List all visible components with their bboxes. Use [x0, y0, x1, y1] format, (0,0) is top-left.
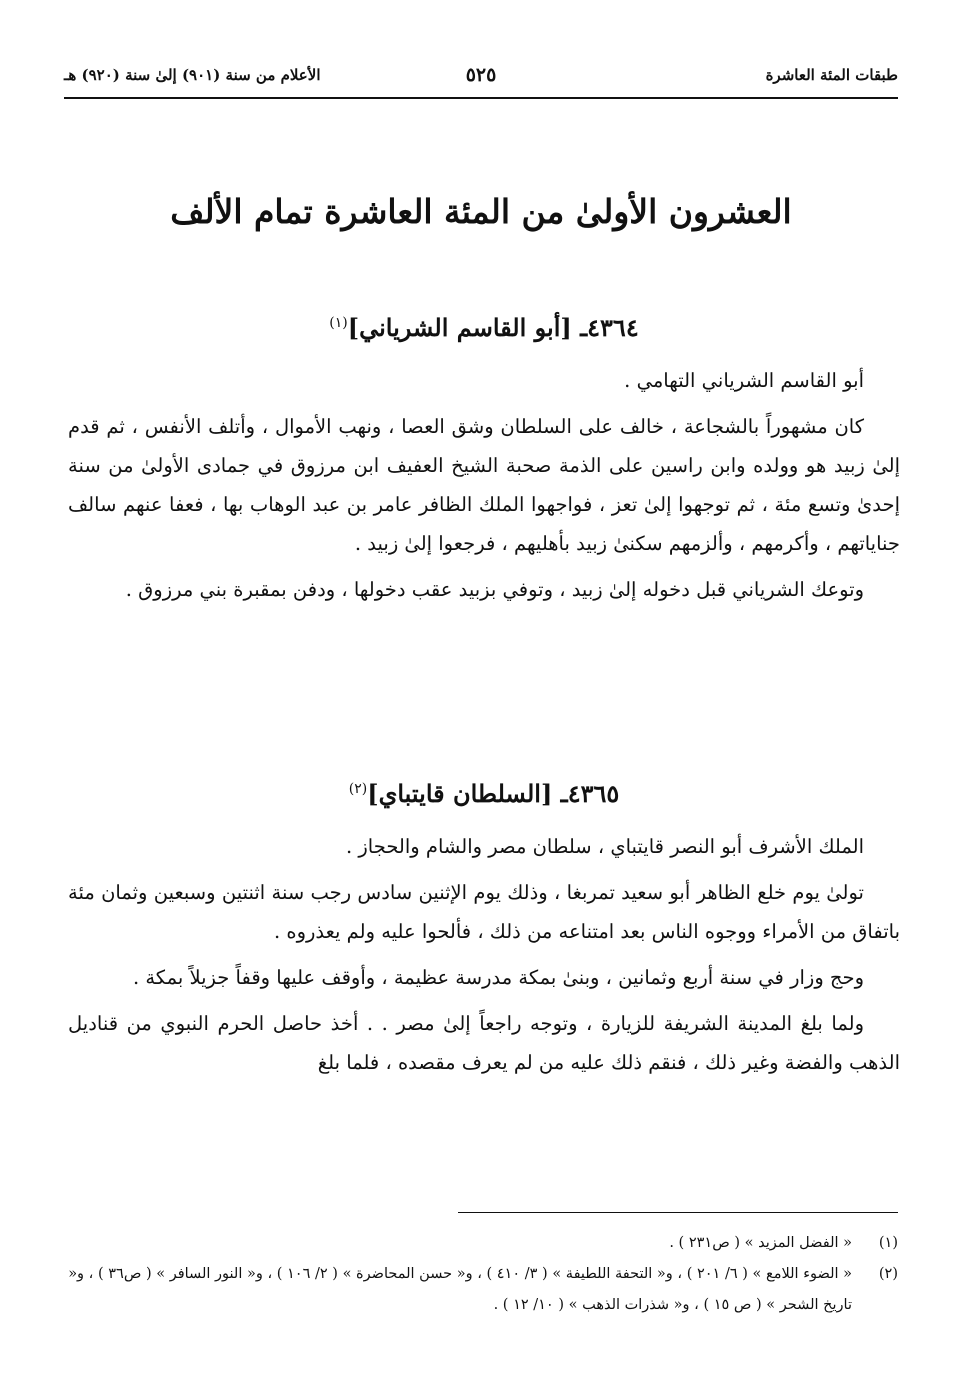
entry-heading-text: ٤٣٦٥ـ [السلطان قايتباي]: [367, 779, 620, 808]
header-divider: [64, 97, 898, 99]
footnote-text: « الضوء اللامع » ( ٦/ ٢٠١ ) ، و« التحفة اللطيفة » ( ٣/ ٤١٠ ) ، و« حسن المحاضرة » ( ٢/ ١٠٦ ) ، و« النور السافر » ( ص٣٦ ) ، و« تاريخ الشحر » ( ص ١٥ ) ، و« شذرات الذهب » ( ١٠/ ١٢ ) .: [68, 1266, 852, 1313]
paragraph: ولما بلغ المدينة الشريفة للزيارة ، وتوجه راجعاً إلىٰ مصر . . أخذ حاصل الحرم النبوي من قناديل الذهب والفضة وغير ذلك ، فنقم ذلك عليه من لم يعرف مقصده ، فلما بلغ: [68, 1012, 900, 1074]
chapter-title: العشرون الأولىٰ من المئة العاشرة تمام الألف: [170, 192, 792, 231]
entry-heading: [68, 770, 900, 813]
paragraph: وحج وزار في سنة أربع وثمانين ، وبنىٰ بمكة مدرسة عظيمة ، وأوقف عليها وقفاً جزيلاً بمكة .: [132, 966, 864, 989]
entry-4364: [68, 304, 900, 616]
running-header-book-title: طبقات المئة العاشرة: [765, 66, 898, 84]
paragraph: أبو القاسم الشرياني التهامي .: [624, 369, 864, 392]
footnote-number: (١): [878, 1235, 898, 1251]
footnote-number: (٢): [878, 1266, 898, 1282]
paragraph: الملك الأشرف أبو النصر قايتباي ، سلطان مصر والشام والحجاز .: [345, 835, 864, 858]
footnote-divider: [458, 1212, 898, 1213]
footnote-marker: (١): [329, 315, 348, 331]
paragraph: تولىٰ يوم خلع الظاهر أبو سعيد تمربغا ، وذلك يوم الإثنين سادس رجب سنة اثنتين وسبعين وثمان مئة باتفاق من الأمراء ووجوه الناس بعد امتناعه من ذلك ، فألحوا عليه ولم يعذروه .: [68, 881, 900, 943]
running-header-range: الأعلام من سنة (٩٠١) إلىٰ سنة (٩٢٠) هـ: [64, 66, 321, 84]
entry-4365: [68, 770, 900, 1089]
entry-heading-text: ٤٣٦٤ـ [أبو القاسم الشرياني]: [347, 313, 639, 342]
entry-heading: [68, 304, 900, 347]
footnote: [64, 1228, 898, 1259]
running-header: [64, 60, 898, 96]
footnote: [64, 1259, 898, 1321]
footnote-text: « الفضل المزيد » ( ص٢٣١ ) .: [669, 1235, 852, 1251]
footnotes: [64, 1228, 898, 1321]
paragraph: وتوعك الشرياني قبل دخوله إلىٰ زبيد ، وتوفي بزبيد عقب دخولها ، ودفن بمقبرة بني مرزوق .: [125, 578, 864, 601]
paragraph: كان مشهوراً بالشجاعة ، خالف على السلطان وشق العصا ، ونهب الأموال ، وأتلف الأنفس ، ثم قدم إلىٰ زبيد هو وولده وابن راسين على الذمة صحبة الشيخ العفيف ابن مرزوق في جمادى الأولىٰ من سنة إحدىٰ وتسع مئة ، ثم توجهوا إلىٰ تعز ، فواجهوا الملك الظافر عامر بن عبد الوهاب بها ، فعفا عنهم سالف جناياتهم ، وأكرمهم ، وألزمهم سكنىٰ زبيد بأهليهم ، فرجعوا إلىٰ زبيد .: [68, 415, 900, 555]
footnote-marker: (٢): [348, 781, 368, 797]
page-number: ٥٢٥: [465, 64, 497, 86]
